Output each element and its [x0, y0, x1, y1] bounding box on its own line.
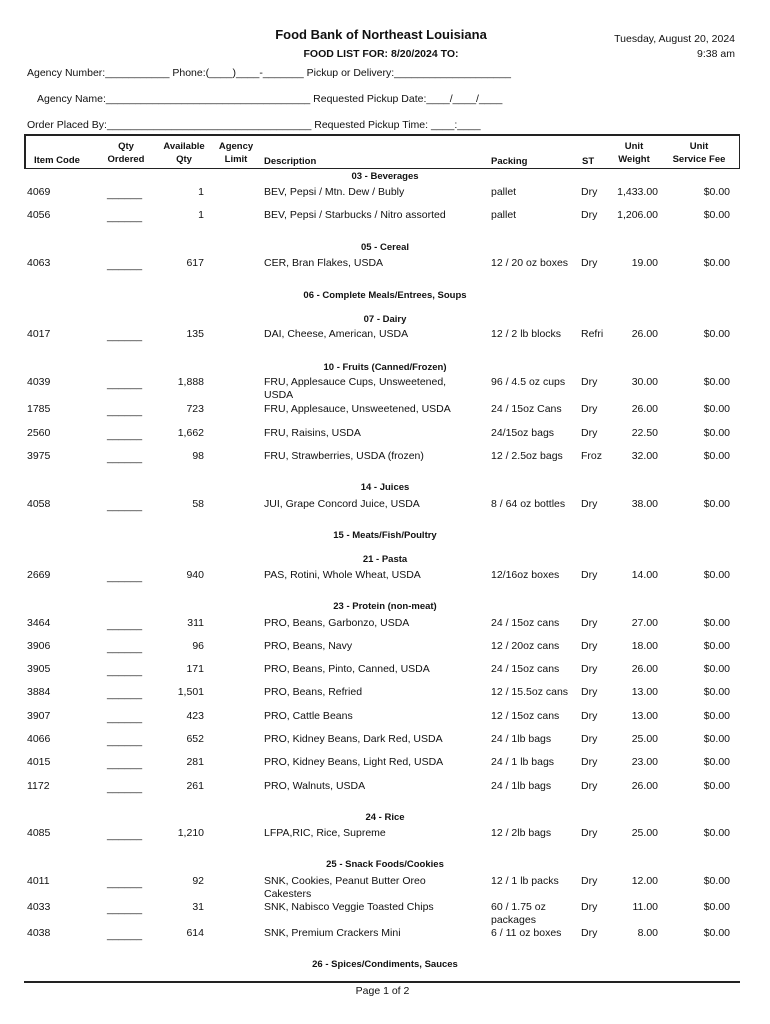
packing: 24 / 15oz cans [491, 663, 560, 675]
packing: 24 / 15oz cans [491, 617, 560, 629]
available-qty: 652 [186, 733, 204, 745]
available-qty: 96 [192, 640, 204, 652]
unit-weight: 19.00 [631, 257, 658, 269]
unit-weight: 1,206.00 [617, 209, 658, 221]
table-row [0, 498, 770, 512]
storage-type: Dry [581, 686, 598, 698]
item-description: PRO, Beans, Garbonzo, USDA [264, 617, 410, 629]
available-qty: 723 [186, 403, 204, 415]
qty-ordered-blank[interactable]: ______ [107, 330, 143, 342]
organization-title: Food Bank of Northeast Louisiana [275, 27, 487, 42]
storage-type: Dry [581, 756, 598, 768]
storage-type: Dry [581, 569, 598, 581]
unit-service-fee: $0.00 [703, 257, 730, 269]
unit-service-fee: $0.00 [703, 927, 730, 939]
storage-type: Refri [581, 328, 604, 340]
category-heading: 24 - Rice [365, 812, 405, 823]
table-row [0, 901, 770, 926]
item-code: 1785 [27, 403, 51, 415]
agency-name-line: Agency Name:___________________________________ Requested Pickup Date:____/____/____ [37, 93, 503, 105]
category-heading: 23 - Protein (non-meat) [333, 601, 437, 612]
item-description: PRO, Cattle Beans [264, 710, 353, 722]
item-description: FRU, Raisins, USDA [264, 427, 361, 439]
qty-ordered-blank[interactable]: ______ [107, 452, 143, 464]
unit-service-fee: $0.00 [703, 403, 730, 415]
item-description: PRO, Beans, Refried [264, 686, 363, 698]
item-code: 4069 [27, 186, 51, 198]
storage-type: Dry [581, 927, 598, 939]
item-description-cont: Cakesters [264, 888, 312, 900]
packing: 12 / 2lb bags [491, 827, 552, 839]
packing: 24/15oz bags [491, 427, 555, 439]
col-unit-weight-2: Weight [618, 154, 650, 165]
packing: 12 / 15oz cans [491, 710, 560, 722]
available-qty: 171 [186, 663, 204, 675]
storage-type: Dry [581, 427, 598, 439]
available-qty: 58 [192, 498, 204, 510]
unit-weight: 30.00 [631, 376, 658, 388]
available-qty: 1 [198, 186, 204, 198]
report-time: 9:38 am [697, 48, 735, 60]
item-code: 4058 [27, 498, 51, 510]
item-description: PRO, Walnuts, USDA [264, 780, 366, 792]
unit-service-fee: $0.00 [703, 209, 730, 221]
item-code: 3464 [27, 617, 51, 629]
available-qty: 261 [186, 780, 204, 792]
storage-type: Dry [581, 827, 598, 839]
qty-ordered-blank[interactable]: ______ [107, 211, 143, 223]
item-code: 3906 [27, 640, 51, 652]
col-description: Description [264, 156, 317, 167]
qty-ordered-blank[interactable]: ______ [107, 829, 143, 841]
packing: 24 / 1lb bags [491, 780, 552, 792]
qty-ordered-blank[interactable]: ______ [107, 782, 143, 794]
item-description-cont: USDA [264, 389, 294, 401]
storage-type: Dry [581, 663, 598, 675]
table-row [0, 257, 770, 271]
report-date: Tuesday, August 20, 2024 [614, 33, 735, 45]
unit-weight: 38.00 [631, 498, 658, 510]
qty-ordered-blank[interactable]: ______ [107, 735, 143, 747]
unit-service-fee: $0.00 [703, 427, 730, 439]
packing: pallet [491, 209, 517, 221]
col-available-2: Qty [176, 154, 192, 165]
table-row [0, 640, 770, 654]
unit-weight: 1,433.00 [617, 186, 658, 198]
item-description: DAI, Cheese, American, USDA [264, 328, 409, 340]
unit-service-fee: $0.00 [703, 640, 730, 652]
table-row [0, 617, 770, 631]
storage-type: Dry [581, 257, 598, 269]
table-header-bottom [24, 168, 740, 169]
available-qty: 617 [186, 257, 204, 269]
table-row [0, 780, 770, 794]
available-qty: 1,888 [177, 376, 204, 388]
available-qty: 614 [186, 927, 204, 939]
available-qty: 423 [186, 710, 204, 722]
item-code: 3975 [27, 450, 51, 462]
item-description: PRO, Beans, Pinto, Canned, USDA [264, 663, 430, 675]
qty-ordered-blank[interactable]: ______ [107, 929, 143, 941]
category-heading: 14 - Juices [360, 482, 410, 493]
item-description: SNK, Cookies, Peanut Butter Oreo [264, 875, 426, 887]
item-description: BEV, Pepsi / Starbucks / Nitro assorted [264, 209, 446, 221]
category-heading: 10 - Fruits (Canned/Frozen) [323, 362, 447, 373]
col-st: ST [582, 156, 595, 167]
unit-weight: 8.00 [637, 927, 658, 939]
unit-service-fee: $0.00 [703, 186, 730, 198]
item-description: BEV, Pepsi / Mtn. Dew / Bubly [264, 186, 405, 198]
col-service-fee-2: Service Fee [672, 154, 726, 165]
qty-ordered-blank[interactable]: ______ [107, 188, 143, 200]
table-top-border [24, 134, 740, 136]
category-heading: 06 - Complete Meals/Entrees, Soups [303, 290, 467, 301]
unit-service-fee: $0.00 [703, 686, 730, 698]
item-code: 2669 [27, 569, 51, 581]
item-code: 4066 [27, 733, 51, 745]
item-code: 4056 [27, 209, 51, 221]
col-agency-limit-1: Agency [218, 141, 254, 152]
order-placed-by-line: Order Placed By:___________________________________ Requested Pickup Time: ____:____ [27, 119, 481, 131]
table-row [0, 875, 770, 900]
item-code: 3884 [27, 686, 51, 698]
storage-type: Dry [581, 376, 598, 388]
storage-type: Dry [581, 617, 598, 629]
packing: 12 / 20 oz boxes [491, 257, 569, 269]
table-row [0, 710, 770, 724]
page-number: Page 1 of 2 [355, 985, 410, 997]
item-code: 4017 [27, 328, 51, 340]
table-row [0, 186, 770, 200]
storage-type: Dry [581, 733, 598, 745]
unit-service-fee: $0.00 [703, 376, 730, 388]
category-heading: 07 - Dairy [363, 314, 407, 325]
available-qty: 940 [186, 569, 204, 581]
item-code: 4063 [27, 257, 51, 269]
packing: 12 / 20oz cans [491, 640, 560, 652]
item-description: JUI, Grape Concord Juice, USDA [264, 498, 420, 510]
unit-service-fee: $0.00 [703, 450, 730, 462]
available-qty: 1 [198, 209, 204, 221]
category-heading: 15 - Meats/Fish/Poultry [333, 530, 437, 541]
available-qty: 1,662 [177, 427, 204, 439]
packing: 12 / 1 lb packs [491, 875, 559, 887]
item-description: CER, Bran Flakes, USDA [264, 257, 384, 269]
unit-service-fee: $0.00 [703, 875, 730, 887]
packing: 12/16oz boxes [491, 569, 560, 581]
item-code: 2560 [27, 427, 51, 439]
unit-service-fee: $0.00 [703, 827, 730, 839]
available-qty: 281 [186, 756, 204, 768]
unit-weight: 11.00 [632, 901, 658, 913]
qty-ordered-blank[interactable]: ______ [107, 259, 143, 271]
unit-weight: 18.00 [631, 640, 658, 652]
packing: 96 / 4.5 oz cups [491, 376, 566, 388]
storage-type: Dry [581, 403, 598, 415]
food-list-for: FOOD LIST FOR: 8/20/2024 TO: [303, 48, 459, 60]
col-qty-ordered-2: Ordered [107, 154, 145, 165]
storage-type: Dry [581, 209, 598, 221]
table-row [0, 209, 770, 223]
unit-weight: 23.00 [631, 756, 658, 768]
qty-ordered-blank[interactable]: ______ [107, 688, 143, 700]
unit-service-fee: $0.00 [703, 710, 730, 722]
storage-type: Dry [581, 875, 598, 887]
packing: 24 / 1lb bags [491, 733, 552, 745]
unit-weight: 14.00 [631, 569, 658, 581]
col-packing: Packing [491, 156, 528, 167]
qty-ordered-blank[interactable]: ______ [107, 405, 143, 417]
packing: pallet [491, 186, 517, 198]
item-code: 4033 [27, 901, 51, 913]
table-left-border [24, 134, 26, 169]
unit-service-fee: $0.00 [703, 756, 730, 768]
table-row [0, 756, 770, 770]
table-row [0, 328, 770, 342]
qty-ordered-blank[interactable]: ______ [107, 877, 143, 889]
qty-ordered-blank[interactable]: ______ [107, 712, 143, 724]
category-heading: 25 - Snack Foods/Cookies [326, 859, 444, 870]
unit-service-fee: $0.00 [703, 569, 730, 581]
category-heading: 05 - Cereal [360, 242, 410, 253]
table-row [0, 927, 770, 941]
item-code: 3905 [27, 663, 51, 675]
table-row [0, 376, 770, 401]
qty-ordered-blank[interactable]: ______ [107, 571, 143, 583]
qty-ordered-blank[interactable]: ______ [107, 642, 143, 654]
available-qty: 31 [192, 901, 204, 913]
qty-ordered-blank[interactable]: ______ [107, 619, 143, 631]
table-row [0, 663, 770, 677]
available-qty: 311 [187, 617, 204, 629]
available-qty: 1,501 [177, 686, 204, 698]
col-available-1: Available [163, 141, 205, 152]
item-description: PAS, Rotini, Whole Wheat, USDA [264, 569, 421, 581]
table-row [0, 427, 770, 441]
item-code: 4038 [27, 927, 51, 939]
item-description: FRU, Applesauce, Unsweetened, USDA [264, 403, 451, 415]
available-qty: 135 [186, 328, 204, 340]
item-description: FRU, Applesauce Cups, Unsweetened, [264, 376, 447, 388]
table-right-border [739, 134, 741, 169]
qty-ordered-blank[interactable]: ______ [107, 903, 143, 915]
item-description: SNK, Nabisco Veggie Toasted Chips [264, 901, 434, 913]
unit-service-fee: $0.00 [703, 328, 730, 340]
packing: 12 / 2.5oz bags [491, 450, 563, 462]
col-item-code: Item Code [34, 155, 80, 166]
item-code: 1172 [27, 780, 50, 792]
col-agency-limit-2: Limit [224, 154, 248, 165]
table-row [0, 686, 770, 700]
available-qty: 98 [192, 450, 204, 462]
packing-cont: packages [491, 914, 536, 926]
unit-weight: 26.00 [631, 663, 658, 675]
available-qty: 1,210 [177, 827, 204, 839]
footer-rule [24, 981, 740, 983]
category-heading: 26 - Spices/Condiments, Sauces [312, 959, 458, 970]
storage-type: Dry [581, 780, 598, 792]
unit-weight: 26.00 [631, 780, 658, 792]
packing: 24 / 1 lb bags [491, 756, 555, 768]
storage-type: Dry [581, 186, 598, 198]
table-row [0, 403, 770, 417]
item-code: 4015 [27, 756, 51, 768]
table-row [0, 827, 770, 841]
unit-service-fee: $0.00 [703, 901, 730, 913]
qty-ordered-blank[interactable]: ______ [107, 378, 143, 390]
storage-type: Dry [581, 710, 598, 722]
unit-weight: 12.00 [631, 875, 658, 887]
storage-type: Dry [581, 498, 598, 510]
qty-ordered-blank[interactable]: ______ [107, 665, 143, 677]
unit-weight: 26.00 [631, 328, 658, 340]
col-qty-ordered-1: Qty [118, 141, 134, 152]
item-description: LFPA,RIC, Rice, Supreme [264, 827, 386, 839]
unit-weight: 32.00 [631, 450, 658, 462]
item-description: PRO, Kidney Beans, Light Red, USDA [264, 756, 444, 768]
packing: 60 / 1.75 oz [491, 901, 546, 913]
unit-weight: 25.00 [631, 733, 658, 745]
unit-weight: 22.50 [631, 427, 658, 439]
qty-ordered-blank[interactable]: ______ [107, 429, 143, 441]
agency-number-line: Agency Number:___________ Phone:(____)____-_______ Pickup or Delivery:____________________ [27, 67, 511, 79]
table-row [0, 733, 770, 747]
item-code: 4039 [27, 376, 51, 388]
unit-weight: 27.00 [631, 617, 658, 629]
unit-weight: 26.00 [631, 403, 658, 415]
col-service-fee-1: Unit [689, 141, 709, 152]
qty-ordered-blank[interactable]: ______ [107, 758, 143, 770]
available-qty: 92 [192, 875, 204, 887]
table-row [0, 569, 770, 583]
table-row [0, 450, 770, 464]
unit-service-fee: $0.00 [703, 780, 730, 792]
packing: 24 / 15oz Cans [491, 403, 562, 415]
item-code: 4085 [27, 827, 51, 839]
item-code: 4011 [27, 875, 50, 887]
item-code: 3907 [27, 710, 51, 722]
unit-service-fee: $0.00 [703, 663, 730, 675]
item-description: PRO, Beans, Navy [264, 640, 353, 652]
packing: 12 / 2 lb blocks [491, 328, 562, 340]
item-description: SNK, Premium Crackers Mini [264, 927, 401, 939]
item-description: PRO, Kidney Beans, Dark Red, USDA [264, 733, 443, 745]
unit-service-fee: $0.00 [703, 617, 730, 629]
unit-weight: 13.00 [631, 686, 658, 698]
qty-ordered-blank[interactable]: ______ [107, 500, 143, 512]
category-heading: 21 - Pasta [362, 554, 408, 565]
storage-type: Dry [581, 640, 598, 652]
item-description: FRU, Strawberries, USDA (frozen) [264, 450, 424, 462]
packing: 6 / 11 oz boxes [491, 927, 562, 939]
unit-service-fee: $0.00 [703, 733, 730, 745]
col-unit-weight-1: Unit [624, 141, 644, 152]
storage-type: Froz [581, 450, 602, 462]
unit-weight: 25.00 [631, 827, 658, 839]
category-heading: 03 - Beverages [351, 171, 419, 182]
unit-service-fee: $0.00 [703, 498, 730, 510]
unit-weight: 13.00 [631, 710, 658, 722]
packing: 8 / 64 oz bottles [491, 498, 566, 510]
packing: 12 / 15.5oz cans [491, 686, 569, 698]
storage-type: Dry [581, 901, 598, 913]
